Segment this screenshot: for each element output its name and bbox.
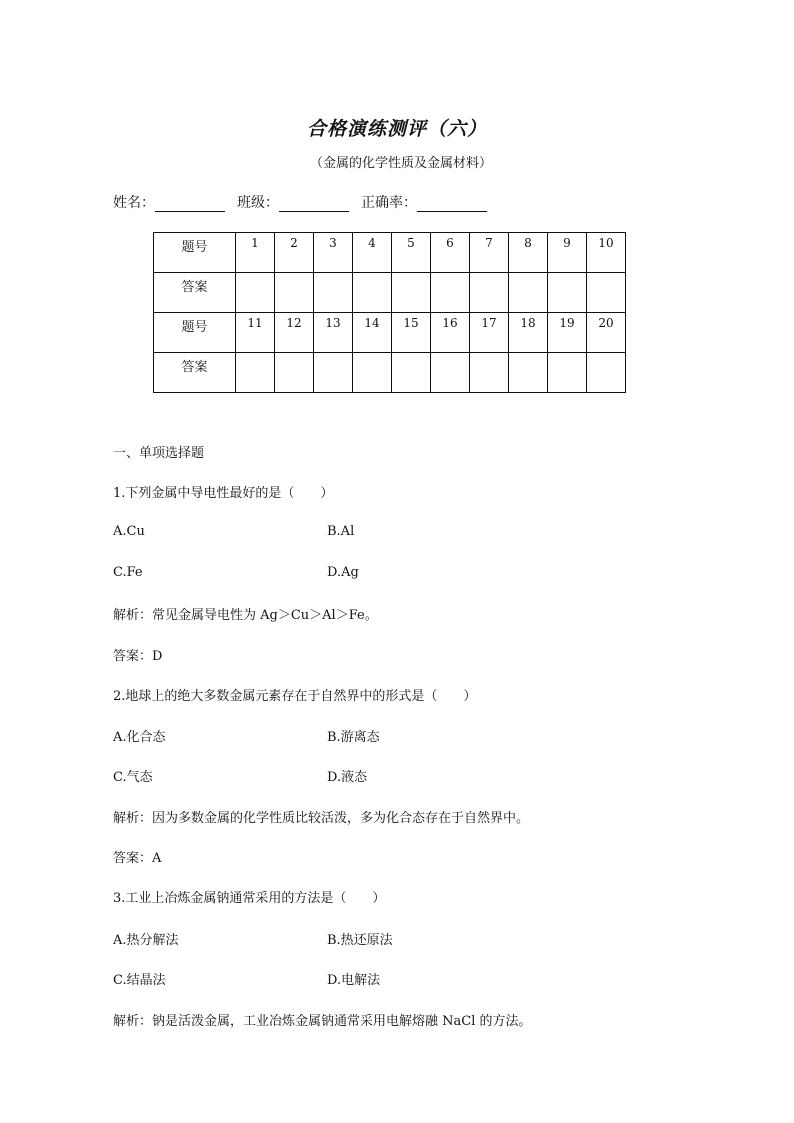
question-number: 2 — [275, 233, 314, 273]
number-header: 题号 — [154, 313, 236, 353]
analysis-text: 解析：常见金属导电性为 Ag＞Cu＞Al＞Fe。 — [113, 608, 378, 623]
answer-cell[interactable] — [470, 273, 509, 313]
answer-cell[interactable] — [275, 353, 314, 393]
question-number: 3 — [314, 233, 353, 273]
answer-cell[interactable] — [236, 353, 275, 393]
answer-cell[interactable] — [353, 273, 392, 313]
answer-cell[interactable] — [470, 353, 509, 393]
question-number: 16 — [431, 313, 470, 353]
question-number: 1 — [236, 233, 275, 273]
option-b: B.游离态 — [327, 730, 380, 745]
question-number: 4 — [353, 233, 392, 273]
answer-cell[interactable] — [548, 353, 587, 393]
number-row-2 — [154, 313, 626, 353]
number-header: 题号 — [154, 233, 236, 273]
page-subtitle: （金属的化学性质及金属材料） — [310, 156, 493, 171]
answer-header: 答案 — [154, 273, 236, 313]
option-a: A.Cu — [113, 524, 145, 539]
analysis-text: 解析：因为多数金属的化学性质比较活泼，多为化合态存在于自然界中。 — [113, 811, 530, 826]
question-number: 17 — [470, 313, 509, 353]
answer-cell[interactable] — [353, 353, 392, 393]
name-blank — [155, 195, 225, 212]
option-a: A.热分解法 — [113, 933, 179, 948]
question-number: 19 — [548, 313, 587, 353]
class-blank — [279, 195, 349, 212]
answer-row-2 — [154, 353, 626, 393]
question-number: 6 — [431, 233, 470, 273]
answer-cell[interactable] — [509, 353, 548, 393]
option-b: B.Al — [327, 524, 355, 539]
analysis-text: 解析：钠是活泼金属，工业冶炼金属钠通常采用电解熔融 NaCl 的方法。 — [113, 1014, 532, 1029]
question-number: 10 — [587, 233, 626, 273]
question-number: 9 — [548, 233, 587, 273]
answer-cell[interactable] — [548, 273, 587, 313]
option-a: A.化合态 — [113, 730, 166, 745]
answer-cell[interactable] — [314, 273, 353, 313]
question-stem: 1.下列金属中导电性最好的是（ ） — [113, 486, 334, 501]
question-number: 18 — [509, 313, 548, 353]
question-stem: 3.工业上冶炼金属钠通常采用的方法是（ ） — [113, 891, 386, 906]
answer-cell[interactable] — [392, 353, 431, 393]
option-d: D.液态 — [327, 770, 368, 785]
page-title: 合格演练测评（六） — [306, 118, 487, 140]
answer-cell[interactable] — [431, 353, 470, 393]
accuracy-blank — [417, 195, 487, 212]
answer-cell[interactable] — [509, 273, 548, 313]
answer-text: 答案：A — [113, 851, 162, 866]
option-b: B.热还原法 — [327, 933, 393, 948]
answer-text: 答案：D — [113, 649, 163, 664]
question-number: 8 — [509, 233, 548, 273]
question-number: 20 — [587, 313, 626, 353]
answer-cell[interactable] — [587, 273, 626, 313]
question-number: 11 — [236, 313, 275, 353]
accuracy-label: 正确率： — [361, 195, 417, 211]
option-c: C.Fe — [113, 565, 143, 580]
name-label: 姓名： — [113, 195, 155, 211]
question-number: 15 — [392, 313, 431, 353]
student-info-row — [113, 192, 499, 212]
number-row-1 — [154, 233, 626, 273]
question-number: 7 — [470, 233, 509, 273]
option-c: C.结晶法 — [113, 973, 166, 988]
question-number: 14 — [353, 313, 392, 353]
answer-cell[interactable] — [275, 273, 314, 313]
answer-cell[interactable] — [314, 353, 353, 393]
answer-cell[interactable] — [236, 273, 275, 313]
answer-cell[interactable] — [431, 273, 470, 313]
answer-cell[interactable] — [392, 273, 431, 313]
question-number: 13 — [314, 313, 353, 353]
option-d: D.Ag — [327, 565, 359, 580]
question-number: 12 — [275, 313, 314, 353]
option-d: D.电解法 — [327, 973, 381, 988]
section-title: 一、单项选择题 — [113, 446, 205, 461]
class-label: 班级： — [237, 195, 279, 211]
answer-row-1 — [154, 273, 626, 313]
answer-header: 答案 — [154, 353, 236, 393]
option-c: C.气态 — [113, 770, 153, 785]
answer-cell[interactable] — [587, 353, 626, 393]
answer-table — [153, 232, 626, 393]
question-stem: 2.地球上的绝大多数金属元素存在于自然界中的形式是（ ） — [113, 689, 477, 704]
question-number: 5 — [392, 233, 431, 273]
